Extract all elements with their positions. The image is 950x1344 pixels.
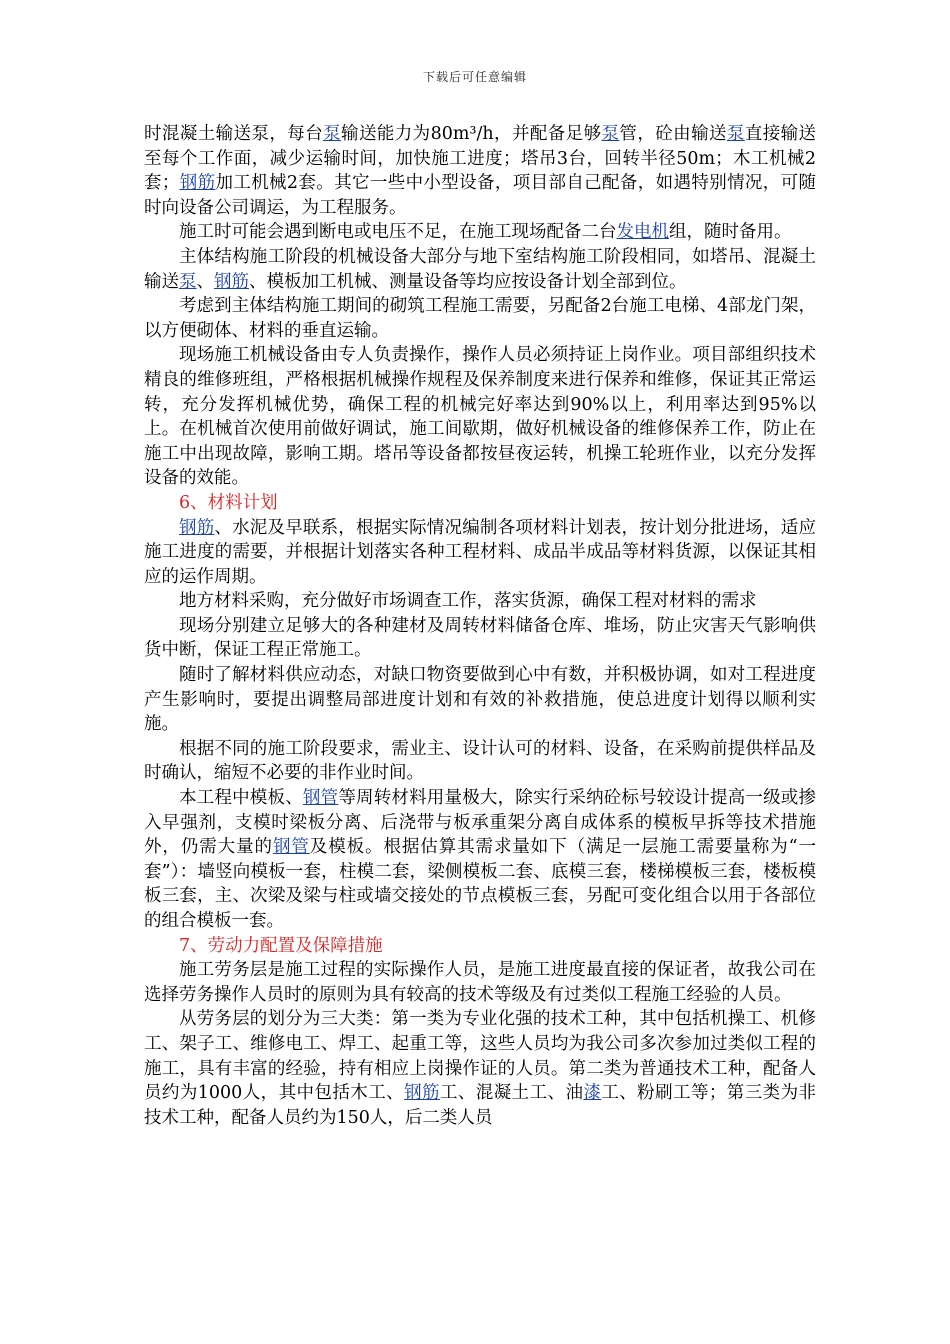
term-link[interactable]: 泵 bbox=[726, 124, 745, 144]
term-link[interactable]: 钢筋 bbox=[179, 173, 216, 194]
paragraph bbox=[144, 122, 816, 220]
text-run: 现场分别建立足够大的各种建材及周转材料储备仓库、堆场，防止灾害天气影响供货中断，保证工程正常施工。 bbox=[144, 615, 816, 661]
paragraph bbox=[144, 737, 816, 786]
text-run: 输送能力为80m³/h，并配备足够 bbox=[341, 124, 602, 144]
text-run: 工、粉刷工等；第三类为非技术工种，配备人员约为150人，后二类人员 bbox=[144, 1083, 817, 1128]
term-link[interactable]: 发电机 bbox=[616, 222, 669, 243]
paragraph bbox=[144, 663, 816, 737]
text-run: 等周转材料用量极大，除实行采纳砼标号较设计提高一级或掺入早强剂，支模时梁板分离、后浇带与板承重架分离自成体系的模板早拆等技术措施外，仍需大量的 bbox=[144, 788, 817, 858]
text-run: 6、材料计划 bbox=[179, 492, 278, 513]
text-run: 组，随时备用。 bbox=[669, 222, 792, 243]
section-heading bbox=[144, 934, 816, 959]
text-run: 时混凝土输送泵，每台 bbox=[144, 124, 324, 144]
text-run: 管，砼由输送 bbox=[619, 124, 727, 144]
term-link[interactable]: 泵 bbox=[179, 271, 197, 292]
text-run: 本工程中模板、 bbox=[179, 788, 303, 809]
text-run: 工、混凝土工、油 bbox=[439, 1083, 584, 1104]
text-run: 、水泥及早联系，根据实际情况编制各项材料计划表，按计划分批进场，适应施工进度的需要，并根据计划落实各种工程材料、成品半成品等材料货源，以保证其相应的运作周期。 bbox=[144, 517, 817, 587]
section-heading bbox=[144, 491, 816, 516]
term-link[interactable]: 钢筋 bbox=[179, 517, 215, 538]
term-link[interactable]: 钢管 bbox=[302, 788, 339, 809]
term-link[interactable]: 泵 bbox=[601, 124, 620, 144]
document-body bbox=[144, 122, 816, 1130]
paragraph bbox=[144, 294, 816, 343]
paragraph bbox=[144, 1007, 816, 1130]
text-run: 直接输送至每个工作面，减少运输时间，加快施工进度；塔吊3台，回转半径50m；木工机械2套； bbox=[144, 124, 817, 194]
text-run: 根据不同的施工阶段要求，需业主、设计认可的材料、设备，在采购前提供样品及时确认，缩短不必要的非作业时间。 bbox=[144, 738, 816, 784]
paragraph bbox=[144, 343, 816, 491]
text-run: 施工劳务层是施工过程的实际操作人员，是施工进度最直接的保证者，故我公司在选择劳务操作人员时的原则为具有较高的技术等级及有过类似工程施工经验的人员。 bbox=[144, 960, 816, 1005]
paragraph bbox=[144, 958, 816, 1007]
paragraph bbox=[144, 614, 816, 663]
term-link[interactable]: 钢筋 bbox=[404, 1083, 440, 1104]
paragraph bbox=[144, 220, 816, 245]
text-run: 加工机械2套。其它一些中小型设备，项目部自己配备，如遇特别情况，可随时向设备公司调运，为工程服务。 bbox=[144, 173, 817, 218]
paragraph bbox=[144, 786, 816, 934]
term-link[interactable]: 泵 bbox=[323, 124, 342, 144]
page-header: 下载后可任意编辑 bbox=[422, 70, 527, 84]
term-link[interactable]: 钢管 bbox=[272, 837, 310, 858]
text-run: 及模板。根据估算其需求量如下（满足一层施工需要量称为“一套”）：墙竖向模板一套，柱模二套，梁侧模板二套、底模三套，楼梯模板三套，楼板模板三套，主、次梁及梁与柱或墙交接处的节点模板三套，另配可变化组合以用于各部位的组合模板一套。 bbox=[144, 837, 817, 931]
text-run: 随时了解材料供应动态，对缺口物资要做到心中有数，并积极协调，如对工程进度产生影响时，要提出调整局部进度计划和有效的补救措施，使总进度计划得以顺利实施。 bbox=[144, 665, 816, 735]
text-run: 从劳务层的划分为三大类：第一类为专业化强的技术工种，其中包括机操工、机修工、架子工、维修电工、焊工、起重工等，这些人员均为我公司多次参加过类似工程的施工，具有丰富的经验，持有相应上岗操作证的人员。第二类为普通技术工种，配备人员约为1000人，其中包括木工、 bbox=[144, 1009, 816, 1104]
paragraph bbox=[144, 516, 816, 590]
text-run: 现场施工机械设备由专人负责操作，操作人员必须持证上岗作业。项目部组织技术精良的维修班组，严格根据机械操作规程及保养制度来进行保养和维修，保证其正常运转，充分发挥机械优势，确保工程的机械完好率达到90%以上，利用率达到95%以上。在机械首次使用前做好调试，施工间歇期，做好机械设备的维修保养工作，防止在施工中出现故障，影响工期。塔吊等设备都按昼夜运转，机操工轮班作业，以充分发挥设备的效能。 bbox=[144, 345, 816, 489]
text-run: 、模板加工机械、测量设备等均应按设备计划全部到位。 bbox=[249, 271, 687, 292]
text-run: 施工时可能会遇到断电或电压不足，在施工现场配备二台 bbox=[179, 222, 617, 243]
term-link[interactable]: 漆 bbox=[583, 1083, 602, 1104]
text-run: 考虑到主体结构施工期间的砌筑工程施工需要，另配备2台施工电梯、4部龙门架，以方便砌体、材料的垂直运输。 bbox=[144, 296, 816, 341]
paragraph bbox=[144, 245, 816, 294]
text-run: 、 bbox=[196, 271, 214, 292]
text-run: 地方材料采购，充分做好市场调查工作，落实货源，确保工程对材料的需求 bbox=[179, 591, 757, 612]
text-run: 7、劳动力配置及保障措施 bbox=[179, 935, 383, 956]
text-run: 主体结构施工阶段的机械设备大部分与地下室结构施工阶段相同，如塔吊、混凝土输送 bbox=[144, 246, 816, 292]
term-link[interactable]: 钢筋 bbox=[214, 271, 249, 292]
paragraph bbox=[144, 589, 816, 614]
